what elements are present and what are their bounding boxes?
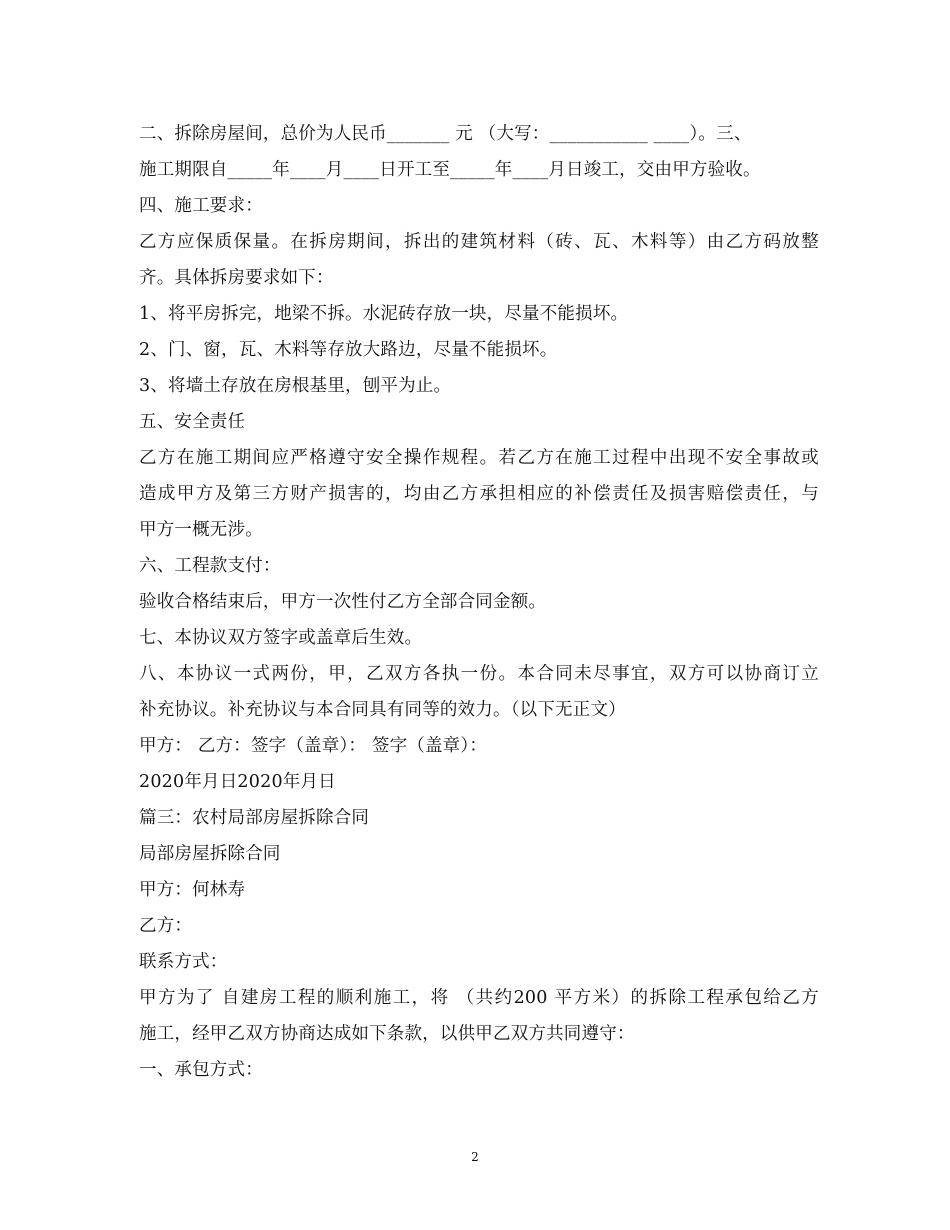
text-line: 乙方应保质保量。在拆房期间，拆出的建筑材料（砖、瓦、木料等）由乙方码放整 xyxy=(139,232,819,252)
text-line: 篇三：农村局部房屋拆除合同 xyxy=(139,808,370,828)
text-line: 验收合格结束后，甲方一次性付乙方全部合同金额。 xyxy=(139,592,547,612)
text-line: 一、承包方式： xyxy=(139,1060,263,1080)
text-line: 造成甲方及第三方财产损害的，均由乙方承担相应的补偿责任及损害赔偿责任，与 xyxy=(139,484,819,504)
text-line: 施工期限自_____年____月____日开工至_____年____月日竣工，交由甲方验收。 xyxy=(139,160,761,180)
text-line: 3、将墙土存放在房根基里，刨平为止。 xyxy=(139,376,452,396)
document-body xyxy=(139,116,819,1088)
text-line: 甲方： 乙方：签字（盖章）： 签字（盖章）： xyxy=(139,736,488,756)
text-line: 甲方一概无涉。 xyxy=(139,520,263,540)
text-line: 八、本协议一式两份，甲，乙双方各执一份。本合同未尽事宜，双方可以协商订立 xyxy=(139,664,819,684)
text-line: 1、将平房拆完，地梁不拆。水泥砖存放一块，尽量不能损坏。 xyxy=(139,304,629,324)
text-line: 2、门、窗，瓦、木料等存放大路边，尽量不能损坏。 xyxy=(139,340,558,360)
text-line: 乙方： xyxy=(139,916,193,936)
text-line: 施工，经甲乙双方协商达成如下条款，以供甲乙双方共同遵守： xyxy=(139,1024,635,1044)
page-number: 2 xyxy=(471,1150,479,1164)
text-line: 五、安全责任 xyxy=(139,412,246,432)
text-line: 齐。具体拆房要求如下： xyxy=(139,268,334,288)
text-line: 2020年月日2020年月日 xyxy=(139,772,336,792)
text-line: 局部房屋拆除合同 xyxy=(139,844,281,864)
text-line: 四、施工要求： xyxy=(139,196,263,216)
text-line: 补充协议。补充协议与本合同具有同等的效力。（以下无正文） xyxy=(139,700,626,720)
text-line: 六、工程款支付： xyxy=(139,556,281,576)
text-line: 甲方：何林寿 xyxy=(139,880,246,900)
text-line: 甲方为了 自建房工程的顺利施工，将 （共约200 平方米）的拆除工程承包给乙方 xyxy=(139,988,819,1008)
text-line: 二、拆除房屋间，总价为人民币_______ 元 （大写：___________ ____）。三、 xyxy=(139,124,752,144)
text-line: 联系方式： xyxy=(139,952,228,972)
text-line: 乙方在施工期间应严格遵守安全操作规程。若乙方在施工过程中出现不安全事故或 xyxy=(139,448,819,468)
text-line: 七、本协议双方签字或盖章后生效。 xyxy=(139,628,423,648)
